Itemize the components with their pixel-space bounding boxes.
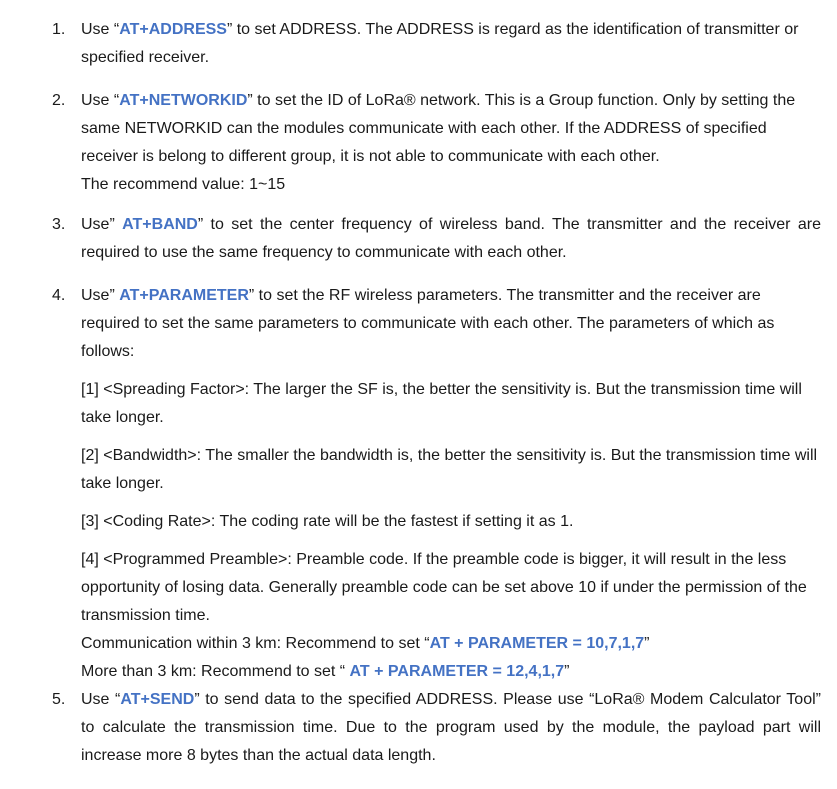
item-text-pre: Use “ (81, 21, 120, 38)
item-number: 5. (52, 691, 66, 708)
item-number: 2. (52, 92, 66, 109)
recommend-value: The recommend value: 1~15 (81, 176, 286, 193)
param-spreading-factor: [1] <Spreading Factor>: The larger the SF is, the better the sensitivity is. But the transmission time will take longer. (81, 381, 802, 426)
command-at-band: AT+BAND (122, 216, 198, 233)
item-text-pre: Use” (81, 287, 120, 304)
item-text-pre: Use “ (81, 92, 120, 109)
item-body (81, 87, 821, 199)
param-coding-rate: [3] <Coding Rate>: The coding rate will be the fastest if setting it as 1. (81, 513, 574, 530)
command-parameter-12-4-1-7: AT + PARAMETER = 12,4,1,7 (349, 663, 565, 680)
item-text-post: ” to set ADDRESS. The ADDRESS is regard as the identification of transmitter or specified receiver. (81, 21, 799, 66)
command-at-networkid: AT+NETWORKID (119, 92, 248, 109)
item-text-post: ” to send data to the specified ADDRESS. Please use “LoRa® Modem Calculator Tool” to calculate the transmission time. Due to the program used by the module, the payload part will increase more 8 bytes than the actual data length. (81, 691, 821, 764)
item-number: 4. (52, 287, 66, 304)
recommend-within-3km (81, 630, 821, 658)
command-parameter-10-7-1-7: AT + PARAMETER = 10,7,1,7 (429, 635, 645, 652)
item-body (81, 211, 821, 267)
rec-text-post: ” (644, 635, 650, 652)
rec-text-pre: More than 3 km: Recommend to set “ (81, 663, 350, 680)
command-at-send: AT+SEND (120, 691, 195, 708)
recommend-more-than-3km (81, 658, 821, 686)
item-number: 3. (52, 216, 66, 233)
item-body (81, 686, 821, 770)
item-text-pre: Use” (81, 216, 123, 233)
param-bandwidth: [2] <Bandwidth>: The smaller the bandwidth is, the better the sensitivity is. But the transmission time will take longer. (81, 447, 818, 492)
item-body (81, 16, 821, 72)
rec-text-post: ” (564, 663, 570, 680)
command-at-address: AT+ADDRESS (119, 21, 227, 38)
item-number: 1. (52, 21, 66, 38)
item-body (81, 282, 821, 686)
item-text-pre: Use “ (81, 691, 121, 708)
rec-text-pre: Communication within 3 km: Recommend to set “ (81, 635, 430, 652)
param-programmed-preamble: [4] <Programmed Preamble>: Preamble code. If the preamble code is bigger, it will result in the less opportunity of losing data. Generally preamble code can be set above 10 if under the permission of the transmission time. (81, 551, 807, 624)
item-text-post: ” to set the ID of LoRa® network. This is a Group function. Only by setting the same NETWORKID can the modules communicate with each other. If the ADDRESS of specified receiver is belong to different group, it is not able to communicate with each other. (81, 92, 796, 165)
command-at-parameter: AT+PARAMETER (119, 287, 249, 304)
item-text-post: ” to set the center frequency of wireless band. The transmitter and the receiver are required to use the same frequency to communicate with each other. (81, 216, 821, 261)
item-text-post: ” to set the RF wireless parameters. The transmitter and the receiver are required to set the same parameters to communicate with each other. The parameters of which as follows: (81, 287, 775, 360)
